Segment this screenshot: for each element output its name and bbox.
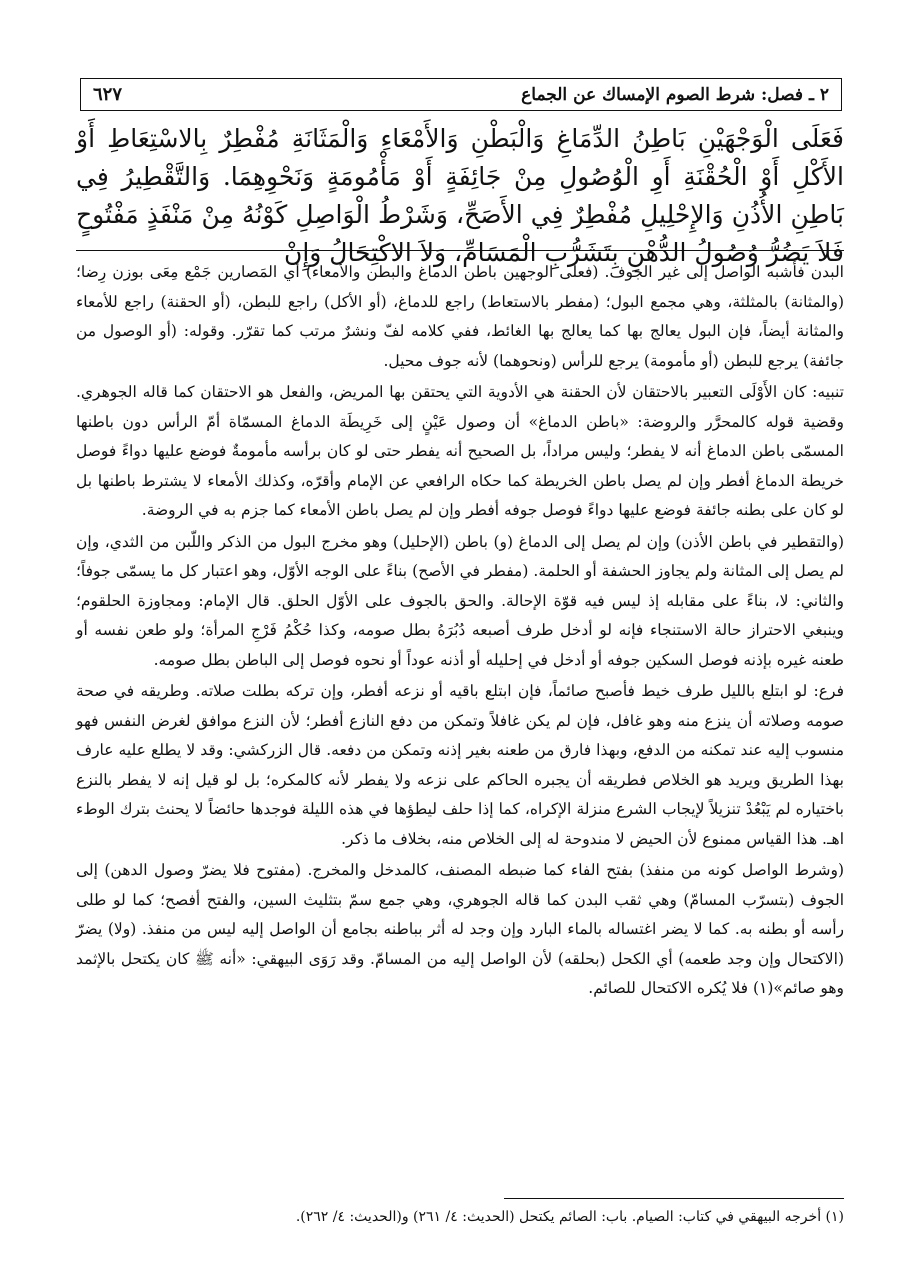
running-header [80, 78, 842, 111]
main-text-matn: فَعَلَى الْوَجْهَيْنِ بَاطِنُ الدِّمَاغِ وَالْبَطْنِ وَالأَمْعَاءِ وَالْمَثَانَةِ مُفْطِرٌ بِالاسْتِعَاطِ أَوْ الأَكْلِ أَوْ الْحُقْنَةِ أَوِ الْوُصُولِ مِنْ جَائِفَةٍ أَوْ مَأْمُومَةٍ وَنَحْوِهِمَا. وَالتَّقْطِيرُ فِي بَاطِنِ الأُذُنِ وَالإِحْلِيلِ مُفْطِرٌ فِي الأَصَحِّ، وَشَرْطُ الْوَاصِلِ كَوْنُهُ مِنْ مَنْفَذٍ مَفْتُوحٍ فَلاَ يَضُرُّ وُصُولُ الدُّهْنِ بِتَشَرُّبِ الْمَسَامِّ، وَلاَ الاكْتِحَالُ وَإِنْ [76, 124, 844, 267]
commentary-sharh [76, 258, 844, 1006]
page-number: ٦٢٧ [93, 84, 123, 105]
commentary-paragraph-5: (وشرط الواصل كونه من منفذ) بفتح الفاء كما ضبطه المصنف، كالمدخل والمخرج. (مفتوح فلا يضرّ وصول الدهن) إلى الجوف (بتسرّب المسامّ) وهي ثقب البدن كما قاله الجوهري، وهي جمع سمّ بتثليث السين، والفتح أفصح؛ كما لو طلى رأسه أو بطنه به. كما لا يضر اغتساله بالماء البارد وإن وجد له أثر بباطنه بجامع أن الواصل إليه ليس من منفذ. (ولا) يضرّ (الاكتحال وإن وجد طعمه) أي الكحل (بحلقه) لأن الواصل إليه من المسامّ. وقد رَوَى البيهقي: «أنه ﷺ كان يكتحل بالإثمد وهو صائم»(١) فلا يُكره الاكتحال للصائم. [76, 861, 844, 997]
commentary-paragraph-2: تنبيه: كان الأَوْلَى التعبير بالاحتقان لأن الحقنة هي الأدوية التي يحتقن بها المريض، والفعل هو الاحتقان كما قاله الجوهري. وقضية قوله كالمحرَّر والروضة: «باطن الدماغ» أن وصول عَيْنٍ إلى خَرِيطَة الدماغ المسمّاة أمّ الرأس دون باطنها المسمّى باطن الدماغ أنه لا يفطر؛ وليس مراداً، بل الصحيح أنه يفطر حتى لو كان برأسه مأمومةٌ فوضع عليها دواءً فوصل خريطة الدماغ أفطر وإن لم يصل باطن الخريطة كما حكاه الرافعي عن الإمام وأقرّه، وكذلك الأمعاء لا يشترط باطنها بل لو كان على بطنه جائفة فوضع عليها دواءً فوصل جوفه أفطر وإن لم يصل باطن الأمعاء كما جزم به في الروضة. [76, 383, 844, 519]
commentary-paragraph-1: البدن فأشبه الواصل إلى غير الجوف. (فعلى الوجهين باطن الدماغ والبطن والأمعاء) أي المَصارين جَمْع مِعَى بوزن رِضا؛ (والمثانة) بالمثلثة، وهي مجمع البول؛ (مفطر بالاستعاط) راجع للدماغ، (أو الأكل) راجع للبطن، (أو الحقنة) راجع للأمعاء والمثانة أيضاً، فإن البول يعالج بها كما يعالج بها الغائط، ففي كلامه لفّ ونشرٌ مرتب كما تقرّر. وقوله: (أو الوصول من جائفة) يرجع للبطن (أو مأمومة) يرجع للرأس (ونحوهما) لأنه جوف محيل. [76, 263, 844, 370]
commentary-paragraph-4: فرع: لو ابتلع بالليل طرف خيط فأصبح صائماً، فإن ابتلع باقيه أو نزعه أفطر، وإن تركه بطلت صلاته. وطريقه في صحة صومه وصلاته أن ينزع منه وهو غافل، فإن لم يكن غافلاً وتمكن من دفع النازع أفطر؛ لأن النزع موافق لغرض النفس فهو منسوب إليه عند تمكنه من الدفع، وبهذا فارق من طعنه بغير إذنه وتمكن من دفعه. قال الزركشي: وقد لا يطلع عليه عارف بهذا الطريق ويريد هو الخلاص فطريقه أن يجبره الحاكم على نزعه ولا يفطر لأنه كالمكره؛ بل لو قيل إنه لا يفطر بالنزع باختياره لم يَبْعُدْ تنزيلاً لإيجاب الشرع منزلة الإكراه، كما إذا حلف ليطؤها في هذه الليلة فوجدها حائضاً لا يحنث بترك الوطء اهـ. هذا القياس ممنوع لأن الحيض لا مندوحة له إلى الخلاص منه، بخلاف ما ذكر. [76, 682, 844, 848]
footnote-divider [504, 1198, 844, 1199]
matn-divider [76, 250, 844, 251]
commentary-paragraph-3: (والتقطير في باطن الأذن) وإن لم يصل إلى الدماغ (و) باطن (الإحليل) وهو مخرج البول من الذكر واللّبن من الثدي، وإن لم يصل إلى المثانة ولم يجاوز الحشفة أو الحلمة. (مفطر في الأصح) بناءً على الوجه الأوّل، وهو اعتبار كل ما يسمّى جوفاً؛ والثاني: لا، بناءً على مقابله إذ ليس فيه قوّة الإحالة. والحق بالجوف على الأوّل الحلق. قال الإمام: ومجاوزة الحلقوم؛ وينبغي الاحتراز حالة الاستنجاء فإنه لو أدخل طرف أصبعه دُبُرَهُ بطل صومه، وكذا حُكْمُ فَرْجِ المرأة؛ ولو طعن نفسه أو طعنه غيره بإذنه فوصل السكين جوفه أو أدخل في إحليله أو أذنه عوداً أو نحوه فوصل إلى الباطن بطل صومه. [76, 532, 844, 669]
section-title: ٢ ـ فصل: شرط الصوم الإمساك عن الجماع [521, 84, 829, 105]
footnote: (١) أخرجه البيهقي في كتاب: الصيام. باب: الصائم يكتحل (الحديث: ٤/ ٢٦١) و(الحديث: ٤/ ٢٦٢). [295, 1209, 844, 1225]
